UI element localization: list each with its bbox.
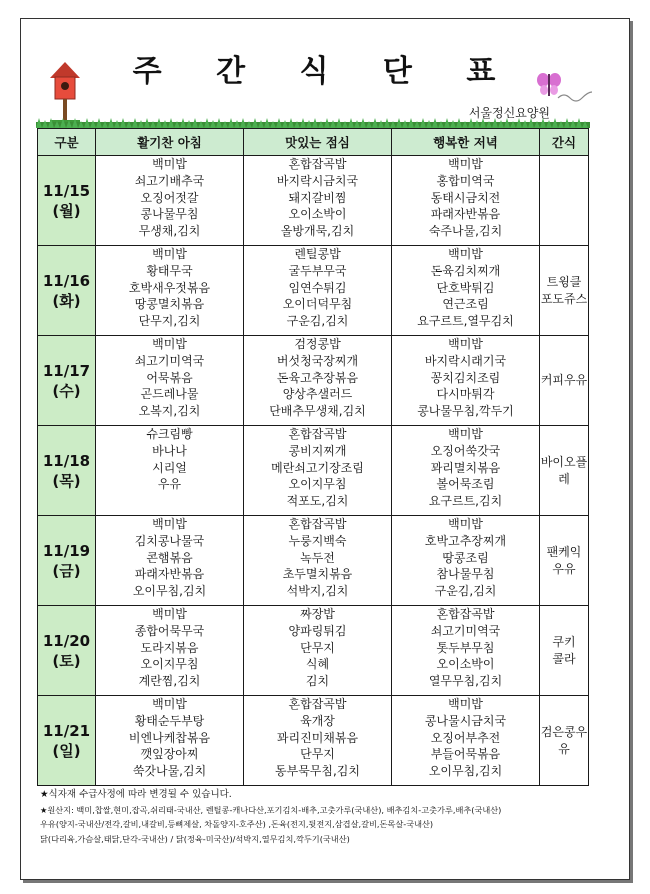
day-date: 11/20	[42, 631, 91, 650]
header-lunch: 맛있는 점심	[244, 129, 392, 156]
lunch-item: 적포도,김치	[286, 494, 349, 509]
breakfast-cell	[96, 516, 244, 606]
snack-item: 바이오플레	[540, 454, 588, 486]
lunch-item: 메란쇠고기장조림	[271, 460, 364, 475]
lunch-item: 버섯청국장찌개	[276, 353, 359, 368]
snack-cell	[540, 516, 589, 606]
breakfast-item: 단무지,김치	[138, 314, 201, 329]
header-category: 구분	[38, 129, 96, 156]
dinner-item: 바지락시래기국	[424, 353, 507, 368]
dinner-item: 숙주나물,김치	[428, 224, 503, 239]
day-weekday: (목)	[52, 471, 81, 490]
snack-cell	[540, 426, 589, 516]
breakfast-item	[96, 493, 243, 510]
breakfast-item: 백미밥	[152, 607, 187, 621]
notes-section	[40, 788, 586, 846]
lunch-item: 굴두부무국	[288, 263, 347, 278]
lunch-item: 짜장밥	[300, 607, 335, 621]
day-date: 11/15	[42, 181, 91, 200]
dinner-item: 구운김,김치	[434, 584, 497, 599]
header-dinner: 행복한 저녁	[392, 129, 540, 156]
dinner-item: 참나물무침	[436, 567, 495, 582]
day-date: 11/16	[42, 271, 91, 290]
breakfast-item: 우유	[157, 477, 182, 492]
day-row	[38, 246, 589, 336]
lunch-item: 혼합잡곡밥	[288, 427, 347, 441]
dinner-item: 꽈리멸치볶음	[430, 460, 501, 475]
lunch-item: 석박지,김치	[286, 584, 349, 599]
breakfast-item: 곤드레나물	[140, 387, 199, 402]
breakfast-item: 오복지,김치	[138, 404, 201, 419]
dinner-item: 백미밥	[448, 517, 483, 531]
day-row	[38, 156, 589, 246]
dinner-item: 단호박튀김	[436, 280, 495, 295]
dinner-cell	[392, 696, 540, 786]
snack-item: 팬케익	[546, 544, 582, 559]
snack-item: 쿠키	[552, 634, 576, 649]
header-snack: 간식	[540, 129, 589, 156]
lunch-item: 바지락시금치국	[276, 173, 359, 188]
dinner-item: 호박고추장찌개	[424, 533, 507, 548]
lunch-item: 녹두전	[300, 550, 335, 565]
day-cell	[38, 696, 96, 786]
dinner-item: 백미밥	[448, 427, 483, 441]
lunch-item: 양파링튀김	[288, 623, 347, 638]
snack-item: 콜라	[552, 651, 576, 666]
dinner-item: 홍합미역국	[436, 173, 495, 188]
breakfast-item: 오이무침,김치	[132, 584, 207, 599]
breakfast-item: 오이지무침	[140, 657, 199, 672]
snack-cell	[540, 696, 589, 786]
dinner-cell	[392, 336, 540, 426]
day-weekday: (일)	[52, 741, 81, 760]
day-weekday: (화)	[52, 291, 81, 310]
day-row	[38, 696, 589, 786]
page-title: 주 간 식 단 표	[132, 54, 518, 89]
note-change: ★식자재 수급사정에 따라 변경될 수 있습니다.	[40, 789, 232, 800]
breakfast-item: 호박새우젓볶음	[128, 280, 211, 295]
dinner-cell	[392, 246, 540, 336]
lunch-cell	[244, 336, 392, 426]
snack-cell	[540, 336, 589, 426]
lunch-item: 검정콩밥	[294, 337, 341, 351]
day-row	[38, 606, 589, 696]
organization-name: 서울정신요양원	[468, 106, 550, 120]
dinner-item: 볼어묵조림	[436, 477, 495, 492]
day-cell	[38, 156, 96, 246]
breakfast-item: 종합어묵무국	[134, 623, 205, 638]
day-row	[38, 426, 589, 516]
day-row	[38, 516, 589, 606]
dinner-item: 동태시금치전	[430, 190, 501, 205]
snack-item: 커피우유	[540, 373, 588, 387]
day-date: 11/17	[42, 361, 91, 380]
breakfast-item: 쇠고기배추국	[134, 173, 205, 188]
note-origin: ★원산지: 백미,찹쌀,현미,잡곡,쉬리태-국내산, 렌틸콩-캐나다산,포기김치-배추,고춧가루(국내산), 배추김치-고춧가루,배추(국내산)	[40, 804, 502, 815]
lunch-cell	[244, 156, 392, 246]
day-date: 11/18	[42, 451, 91, 470]
dinner-item: 오징어부추전	[430, 730, 501, 745]
dinner-item: 톳두부무침	[436, 640, 495, 655]
lunch-item: 오이소박이	[288, 207, 347, 222]
dinner-item: 파래자반볶음	[430, 207, 501, 222]
snack-item: 검은콩우유	[540, 724, 588, 756]
lunch-item: 임연수튀김	[288, 280, 347, 295]
breakfast-cell	[96, 606, 244, 696]
lunch-item: 혼합잡곡밥	[288, 517, 347, 531]
dinner-item: 백미밥	[448, 157, 483, 171]
dinner-item: 땅콩조림	[442, 550, 489, 565]
lunch-cell	[244, 246, 392, 336]
snack-cell	[540, 606, 589, 696]
dinner-item: 오이무침,김치	[428, 764, 503, 779]
dinner-item: 연근조림	[442, 297, 489, 312]
lunch-item: 오이더덕무침	[282, 297, 353, 312]
dinner-item: 백미밥	[448, 697, 483, 711]
day-cell	[38, 336, 96, 426]
dinner-item: 열무무침,김치	[428, 674, 503, 689]
header-breakfast: 활기찬 아침	[96, 129, 244, 156]
dinner-item: 콩나물무침,깍두기	[417, 404, 514, 419]
breakfast-item: 황태무국	[146, 263, 193, 278]
snack-cell	[540, 156, 589, 246]
breakfast-item: 황태순두부탕	[134, 713, 205, 728]
day-row	[38, 336, 589, 426]
dinner-item: 쇠고기미역국	[430, 623, 501, 638]
lunch-cell	[244, 606, 392, 696]
day-cell	[38, 516, 96, 606]
breakfast-item: 백미밥	[152, 247, 187, 261]
day-weekday: (금)	[52, 561, 81, 580]
lunch-item: 식혜	[305, 657, 330, 672]
dinner-item: 오징어쑥갓국	[430, 443, 501, 458]
breakfast-item: 백미밥	[152, 697, 187, 711]
breakfast-item: 백미밥	[152, 157, 187, 171]
day-weekday: (토)	[52, 651, 81, 670]
breakfast-item: 슈크림빵	[146, 427, 193, 441]
lunch-item: 꽈리진미채볶음	[276, 730, 359, 745]
breakfast-cell	[96, 426, 244, 516]
breakfast-item: 도라지볶음	[140, 640, 199, 655]
breakfast-item: 오징어젓갈	[140, 190, 199, 205]
header-row	[38, 129, 589, 156]
snack-item: 트윙클	[546, 274, 582, 289]
day-date: 11/19	[42, 541, 91, 560]
breakfast-item: 파래자반볶음	[134, 567, 205, 582]
weekly-menu-table	[37, 128, 589, 786]
day-weekday: (월)	[52, 201, 81, 220]
lunch-item: 육개장	[300, 713, 335, 728]
dinner-item: 요구르트,열무김치	[417, 314, 514, 329]
breakfast-item: 깻잎장아찌	[140, 747, 199, 762]
lunch-item: 돼지갈비찜	[288, 190, 347, 205]
day-cell	[38, 426, 96, 516]
lunch-cell	[244, 426, 392, 516]
snack-cell	[540, 246, 589, 336]
day-date: 11/21	[42, 721, 91, 740]
breakfast-item: 백미밥	[152, 337, 187, 351]
day-cell	[38, 606, 96, 696]
day-cell	[38, 246, 96, 336]
lunch-item: 초두멸치볶음	[282, 567, 353, 582]
lunch-item: 구운김,김치	[286, 314, 349, 329]
breakfast-item: 콩나물무침	[140, 207, 199, 222]
dinner-cell	[392, 606, 540, 696]
breakfast-cell	[96, 246, 244, 336]
snack-item: 포도쥬스	[540, 291, 588, 306]
breakfast-cell	[96, 156, 244, 246]
lunch-cell	[244, 516, 392, 606]
lunch-cell	[244, 696, 392, 786]
breakfast-item: 쇠고기미역국	[134, 353, 205, 368]
breakfast-item: 계란찜,김치	[138, 674, 201, 689]
day-weekday: (수)	[52, 381, 81, 400]
dinner-cell	[392, 426, 540, 516]
breakfast-item: 쑥갓나물,김치	[132, 764, 207, 779]
lunch-item: 돈육고추장볶음	[276, 370, 359, 385]
lunch-item: 혼합잡곡밥	[288, 157, 347, 171]
snack-item: 우유	[552, 561, 576, 576]
dinner-item: 부들어묵볶음	[430, 747, 501, 762]
lunch-item: 누룽지백숙	[288, 533, 347, 548]
dinner-item: 요구르트,김치	[428, 494, 503, 509]
dinner-item: 돈육김치찌개	[430, 263, 501, 278]
lunch-item: 단무지	[300, 640, 335, 655]
dinner-item: 꽁치김치조림	[430, 370, 501, 385]
breakfast-item: 바나나	[152, 443, 187, 458]
lunch-item: 단무지	[300, 747, 335, 762]
lunch-item: 김치	[305, 674, 330, 689]
dinner-cell	[392, 156, 540, 246]
breakfast-item: 시리얼	[152, 460, 187, 475]
dinner-item: 다시마튀각	[436, 387, 495, 402]
breakfast-item: 김치콩나물국	[134, 533, 205, 548]
breakfast-cell	[96, 696, 244, 786]
dinner-cell	[392, 516, 540, 606]
lunch-item: 렌틸콩밥	[294, 247, 341, 261]
breakfast-item: 무생채,김치	[138, 224, 201, 239]
lunch-item: 오이지무침	[288, 477, 347, 492]
breakfast-cell	[96, 336, 244, 426]
dinner-item: 백미밥	[448, 337, 483, 351]
breakfast-item: 어묵볶음	[146, 370, 193, 385]
breakfast-item: 비엔나케찹볶음	[128, 730, 211, 745]
note-origin-meat: 우유(양지-국내산/전각,갈비,내갈비,등뼈제살, 차돌양지-호주산) ,돈육(전지,뒷전지,삼겹살,갈비,돈목살-국내산)	[40, 819, 434, 829]
dinner-item: 오이소박이	[436, 657, 495, 672]
lunch-item: 콩비지찌개	[288, 443, 347, 458]
dinner-item: 혼합잡곡밥	[436, 607, 495, 621]
breakfast-item: 콘햄볶음	[146, 550, 193, 565]
breakfast-item: 백미밥	[152, 517, 187, 531]
lunch-item: 단배추무생채,김치	[269, 404, 366, 419]
note-origin-chicken: 닭(다리육,가슴살,태닭,단각-국내산) / 닭(정육-미국산)/석박지,열무김치,깍두기(국내산)	[40, 833, 350, 844]
lunch-item: 혼합잡곡밥	[288, 697, 347, 711]
dinner-item: 콩나물시금치국	[424, 713, 507, 728]
lunch-item: 동부묵무침,김치	[275, 764, 360, 779]
breakfast-item: 땅콩멸치볶음	[134, 297, 205, 312]
dinner-item: 백미밥	[448, 247, 483, 261]
lunch-item: 양상추샐러드	[282, 387, 353, 402]
lunch-item: 올방개묵,김치	[280, 224, 355, 239]
